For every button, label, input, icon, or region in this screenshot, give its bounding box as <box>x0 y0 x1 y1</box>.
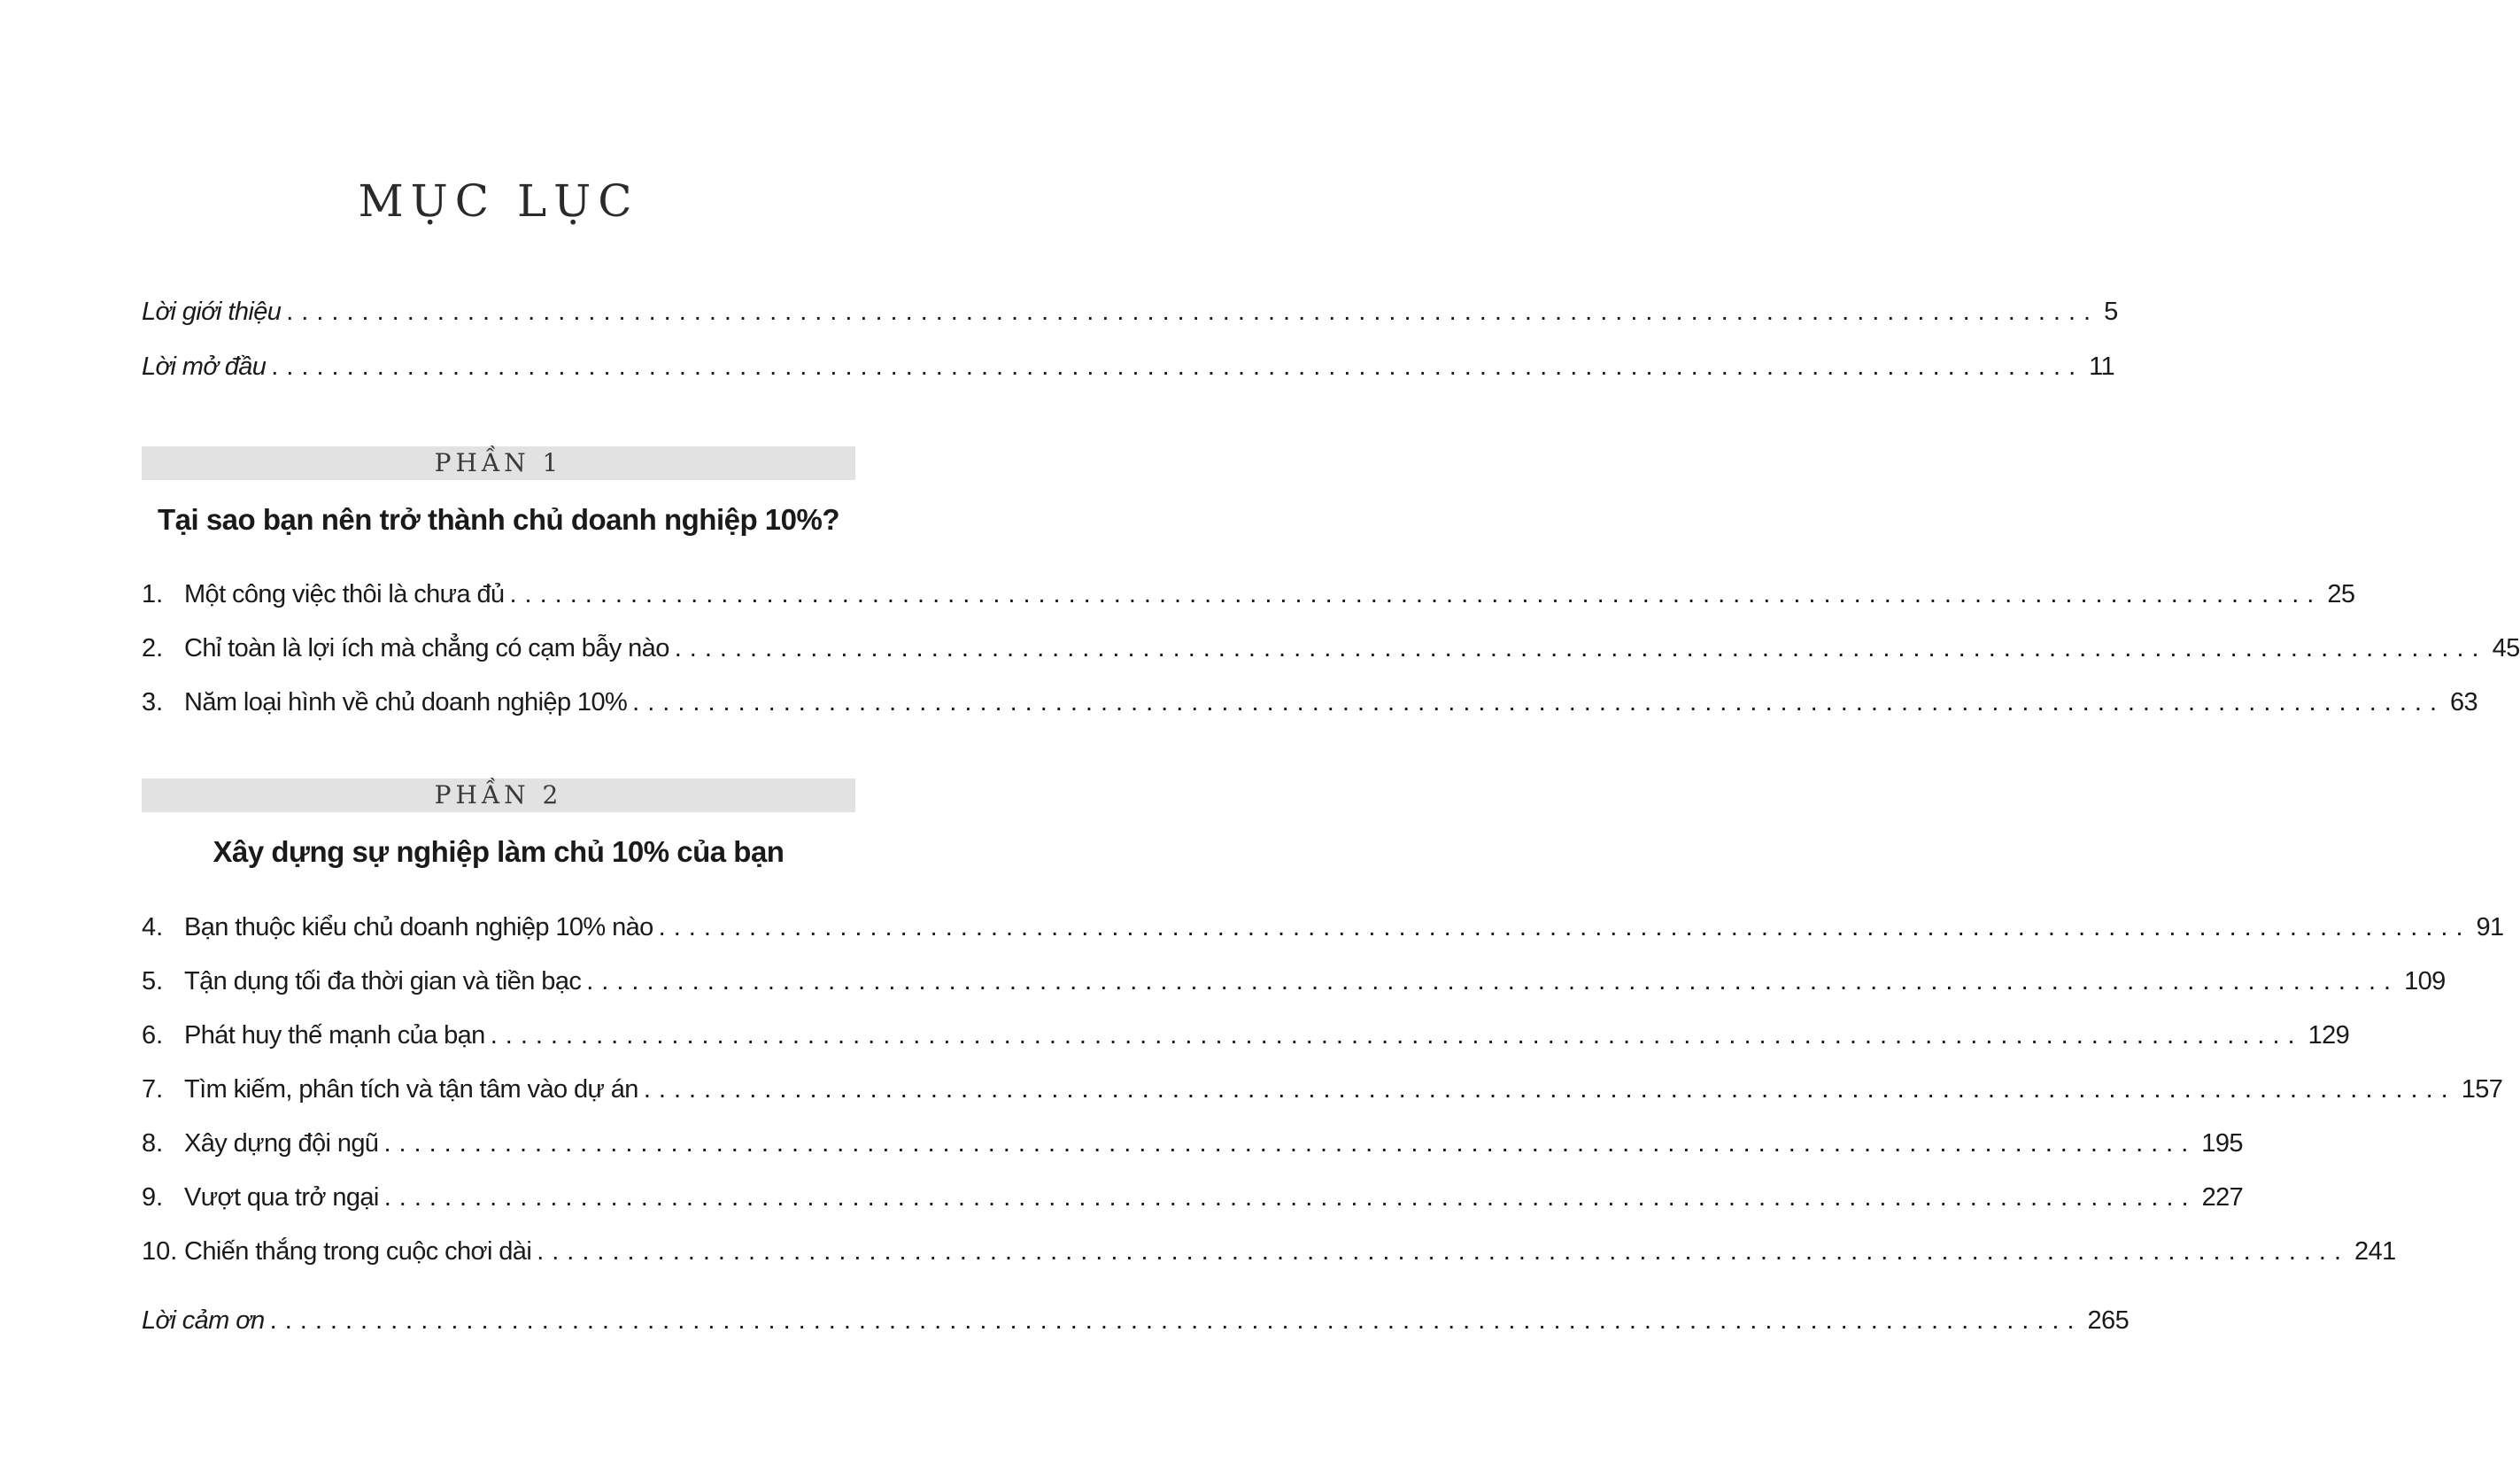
toc-entry-chapter-7[interactable] <box>142 1075 2503 1104</box>
dot-leader: ........................................................................................................................ <box>490 1021 2303 1050</box>
entry-title: Vượt qua trở ngại <box>184 1183 379 1212</box>
chapter-number: 8. <box>142 1129 164 1158</box>
page-number: 91 <box>2476 913 2504 941</box>
toc-entry-chapter-5[interactable] <box>142 967 2446 996</box>
entry-title: Một công việc thôi là chưa đủ <box>184 580 505 608</box>
dot-leader: ........................................................................................................................ <box>658 913 2471 941</box>
dot-leader: ........................................................................................................................ <box>286 298 2099 326</box>
chapter-number: 10. <box>142 1237 178 1266</box>
toc-entry-chapter-9[interactable] <box>142 1183 2244 1212</box>
dot-leader: ........................................................................................................................ <box>632 688 2446 717</box>
dot-leader: ........................................................................................................................ <box>383 1129 2197 1158</box>
entry-title: Chỉ toàn là lợi ích mà chẳng có cạm bẫy nào <box>184 634 669 662</box>
entry-title: Bạn thuộc kiểu chủ doanh nghiệp 10% nào <box>184 913 653 941</box>
entry-title: Xây dựng đội ngũ <box>184 1129 379 1158</box>
toc-entry-introduction[interactable] <box>142 353 2115 382</box>
entry-title: Lời mở đầu <box>142 353 267 381</box>
chapter-number: 4. <box>142 913 164 941</box>
toc-entry-acknowledgements[interactable] <box>142 1306 2130 1336</box>
entry-title: Tìm kiếm, phân tích và tận tâm vào dự án <box>184 1075 638 1104</box>
page-number: 265 <box>2087 1306 2130 1335</box>
toc-entry-chapter-4[interactable] <box>142 913 2504 942</box>
entry-title: Tận dụng tối đa thời gian và tiền bạc <box>184 967 582 996</box>
page-number: 109 <box>2404 967 2446 996</box>
chapter-number: 5. <box>142 967 164 996</box>
part-2-label: PHẦN 2 <box>142 779 855 812</box>
page-number: 227 <box>2201 1183 2244 1212</box>
chapter-number: 3. <box>142 688 164 717</box>
page-title: MỤC LỤC <box>358 175 639 227</box>
part-1-label: PHẦN 1 <box>142 446 855 480</box>
page-number: 157 <box>2461 1075 2503 1104</box>
page-number: 129 <box>2307 1021 2350 1050</box>
page-number: 241 <box>2354 1237 2396 1266</box>
entry-title: Chiến thắng trong cuộc chơi dài <box>184 1237 532 1266</box>
toc-entry-chapter-3[interactable] <box>142 688 2478 717</box>
toc-entry-chapter-8[interactable] <box>142 1129 2243 1158</box>
dot-leader: ........................................................................................................................ <box>383 1183 2197 1212</box>
dot-leader: ........................................................................................................................ <box>537 1237 2350 1266</box>
entry-title: Phát huy thế mạnh của bạn <box>184 1021 485 1050</box>
part-1-heading: Tại sao bạn nên trở thành chủ doanh nghiệp 10%? <box>157 503 839 536</box>
page-number: 63 <box>2450 688 2478 717</box>
page-number: 45 <box>2492 634 2520 662</box>
chapter-number: 1. <box>142 580 164 608</box>
chapter-number: 6. <box>142 1021 164 1050</box>
chapter-number: 2. <box>142 634 164 662</box>
chapter-number: 9. <box>142 1183 164 1212</box>
entry-title: Năm loại hình về chủ doanh nghiệp 10% <box>184 688 628 717</box>
entry-title: Lời giới thiệu <box>142 298 282 326</box>
page-number: 25 <box>2327 580 2355 608</box>
page-number: 195 <box>2201 1129 2243 1158</box>
page-number: 5 <box>2104 298 2118 326</box>
entry-title: Lời cảm ơn <box>142 1306 265 1335</box>
page-number: 11 <box>2089 353 2115 381</box>
chapter-number: 7. <box>142 1075 164 1104</box>
toc-entry-chapter-2[interactable] <box>142 634 2520 663</box>
toc-entry-chapter-1[interactable] <box>142 580 2355 609</box>
dot-leader: ........................................................................................................................ <box>269 1306 2083 1335</box>
dot-leader: ........................................................................................................................ <box>586 967 2400 996</box>
toc-entry-chapter-6[interactable] <box>142 1021 2350 1050</box>
dot-leader: ........................................................................................................................ <box>509 580 2323 608</box>
dot-leader: ........................................................................................................................ <box>643 1075 2456 1104</box>
dot-leader: ........................................................................................................................ <box>674 634 2487 662</box>
toc-entry-foreword[interactable] <box>142 298 2118 327</box>
part-2-heading: Xây dựng sự nghiệp làm chủ 10% của bạn <box>213 835 785 868</box>
dot-leader: ........................................................................................................................ <box>271 353 2084 381</box>
toc-entry-chapter-10[interactable] <box>142 1237 2396 1267</box>
